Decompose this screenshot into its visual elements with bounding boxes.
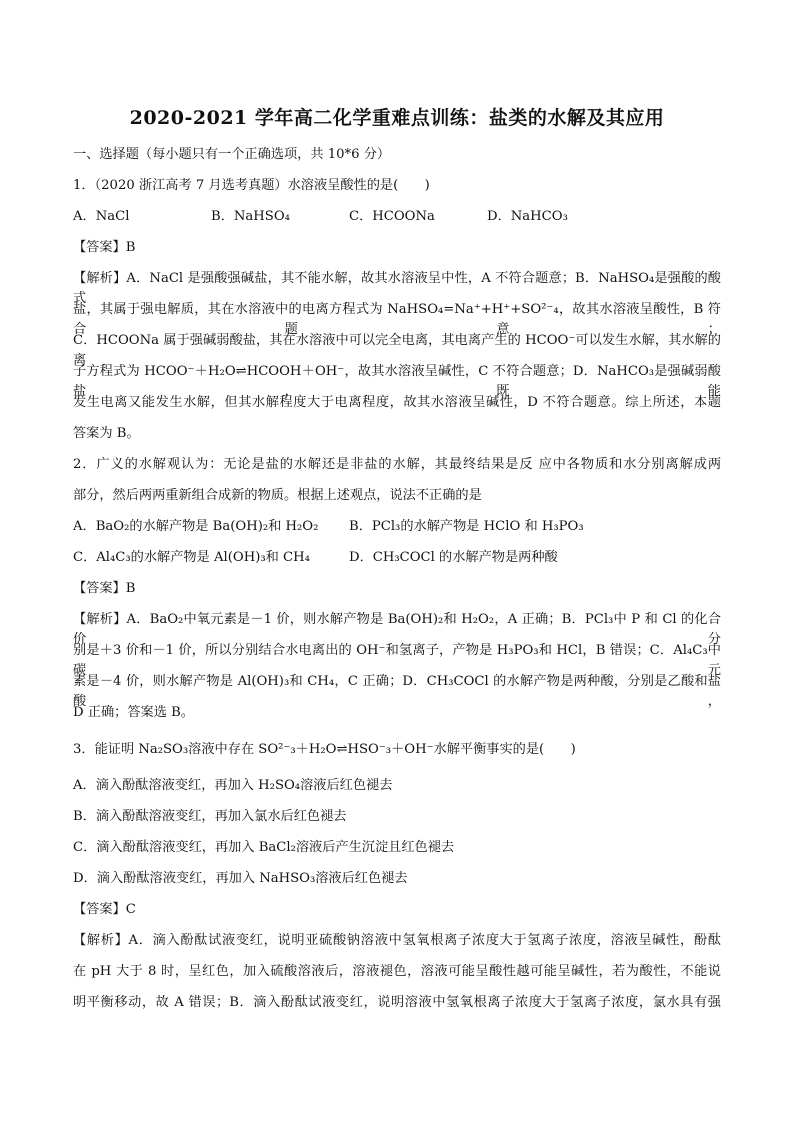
q3-analysis-line: 在 pH 大于 8 时，呈红色，加入硫酸溶液后，溶液褪色，溶液可能呈酸性越可能呈碱性，若为酸性，不能说 — [73, 964, 721, 979]
q1-option-a: A．NaCl — [73, 209, 130, 224]
q1-option-d: D．NaHCO₃ — [487, 209, 568, 224]
q3-stem: 3．能证明 Na₂SO₃溶液中存在 SO²⁻₃＋H₂O⇌HSO⁻₃＋OH⁻水解平衡事实的是( ) — [73, 742, 576, 757]
q1-analysis-line: C．HCOONa 属于强碱弱酸盐，其在水溶液中可以完全电离，其电离产生的 HCOO⁻可以发生水解，其水解的离 — [73, 333, 721, 368]
q1-analysis-line: 答案为 B。 — [73, 426, 140, 441]
q2-analysis-line: 素是－4 价，则水解产物是 Al(OH)₃和 CH₄，C 正确；D．CH₃COCl 的水解产物是两种酸，分别是乙酸和盐酸， — [73, 674, 721, 709]
q3-option-b: B．滴入酚酞溶液变红，再加入氯水后红色褪去 — [73, 809, 347, 824]
q3-option-a: A．滴入酚酞溶液变红，再加入 H₂SO₄溶液后红色褪去 — [73, 778, 393, 793]
q1-analysis-line: 盐，其属于强电解质，其在水溶液中的电离方程式为 NaHSO₄=Na⁺+H⁺+SO²⁻₄，故其水溶液呈酸性，B 符合题意； — [73, 302, 721, 337]
q3-analysis-line: 明平衡移动，故 A 错误；B．滴入酚酞试液变红，说明溶液中氢氧根离子浓度大于氢离子浓度，氯水具有强 — [73, 995, 721, 1010]
q3-answer: 【答案】C — [73, 902, 136, 917]
section-heading: 一、选择题（每小题只有一个正确选项，共 10*6 分） — [73, 147, 391, 162]
q3-option-d: D．滴入酚酞溶液变红，再加入 NaHSO₃溶液后红色褪去 — [73, 871, 408, 886]
page-title: 2020-2021 学年高二化学重难点训练：盐类的水解及其应用 — [129, 107, 665, 129]
q2-analysis-line: 别是＋3 价和－1 价，所以分别结合水电离出的 OH⁻和氢离子，产物是 H₃PO₃和 HCl，B 错误；C．Al₄C₃中碳元 — [73, 643, 721, 678]
q1-stem: 1．（2020 浙江高考 7 月选考真题）水溶液呈酸性的是( ) — [73, 178, 430, 193]
q2-option-a: A．BaO₂的水解产物是 Ba(OH)₂和 H₂O₂ — [73, 519, 319, 534]
q2-option-d: D．CH₃COCl 的水解产物是两种酸 — [349, 550, 558, 565]
q2-stem-line: 部分，然后两两重新组合成新的物质。根据上述观点，说法不正确的是 — [73, 488, 482, 503]
q3-option-c: C．滴入酚酞溶液变红，再加入 BaCl₂溶液后产生沉淀且红色褪去 — [73, 840, 455, 855]
q1-analysis-line: 子方程式为 HCOO⁻＋H₂O⇌HCOOH＋OH⁻，故其水溶液呈碱性，C 不符合题意；D．NaHCO₃是强碱弱酸盐，既能 — [73, 364, 721, 399]
q1-option-c: C．HCOONa — [349, 209, 435, 224]
q1-answer: 【答案】B — [73, 240, 136, 255]
q2-option-c: C．Al₄C₃的水解产物是 Al(OH)₃和 CH₄ — [73, 550, 310, 565]
q1-analysis-line: 【解析】A．NaCl 是强酸强碱盐，其不能水解，故其水溶液呈中性，A 不符合题意；B．NaHSO₄是强酸的酸式 — [73, 271, 721, 306]
q3-analysis-line: 【解析】A．滴入酚酞试液变红，说明亚硫酸钠溶液中氢氧根离子浓度大于氢离子浓度，溶液呈碱性，酚酞 — [73, 933, 721, 948]
q2-analysis-line: D 正确；答案选 B。 — [73, 705, 194, 720]
q2-analysis-line: 【解析】A．BaO₂中氧元素是－1 价，则水解产物是 Ba(OH)₂和 H₂O₂，A 正确；B．PCl₃中 P 和 Cl 的化合价分 — [73, 612, 721, 647]
q1-analysis-line: 发生电离又能发生水解，但其水解程度大于电离程度，故其水溶液呈碱性，D 不符合题意。综上所述，本题 — [73, 395, 721, 410]
q1-option-b: B．NaHSO₄ — [211, 209, 290, 224]
q2-option-b: B．PCl₃的水解产物是 HClO 和 H₃PO₃ — [349, 519, 584, 534]
q2-stem-line: 2．广义的水解观认为：无论是盐的水解还是非盐的水解，其最终结果是反 应中各物质和水分别离解成两 — [73, 457, 721, 472]
q2-answer: 【答案】B — [73, 581, 136, 596]
